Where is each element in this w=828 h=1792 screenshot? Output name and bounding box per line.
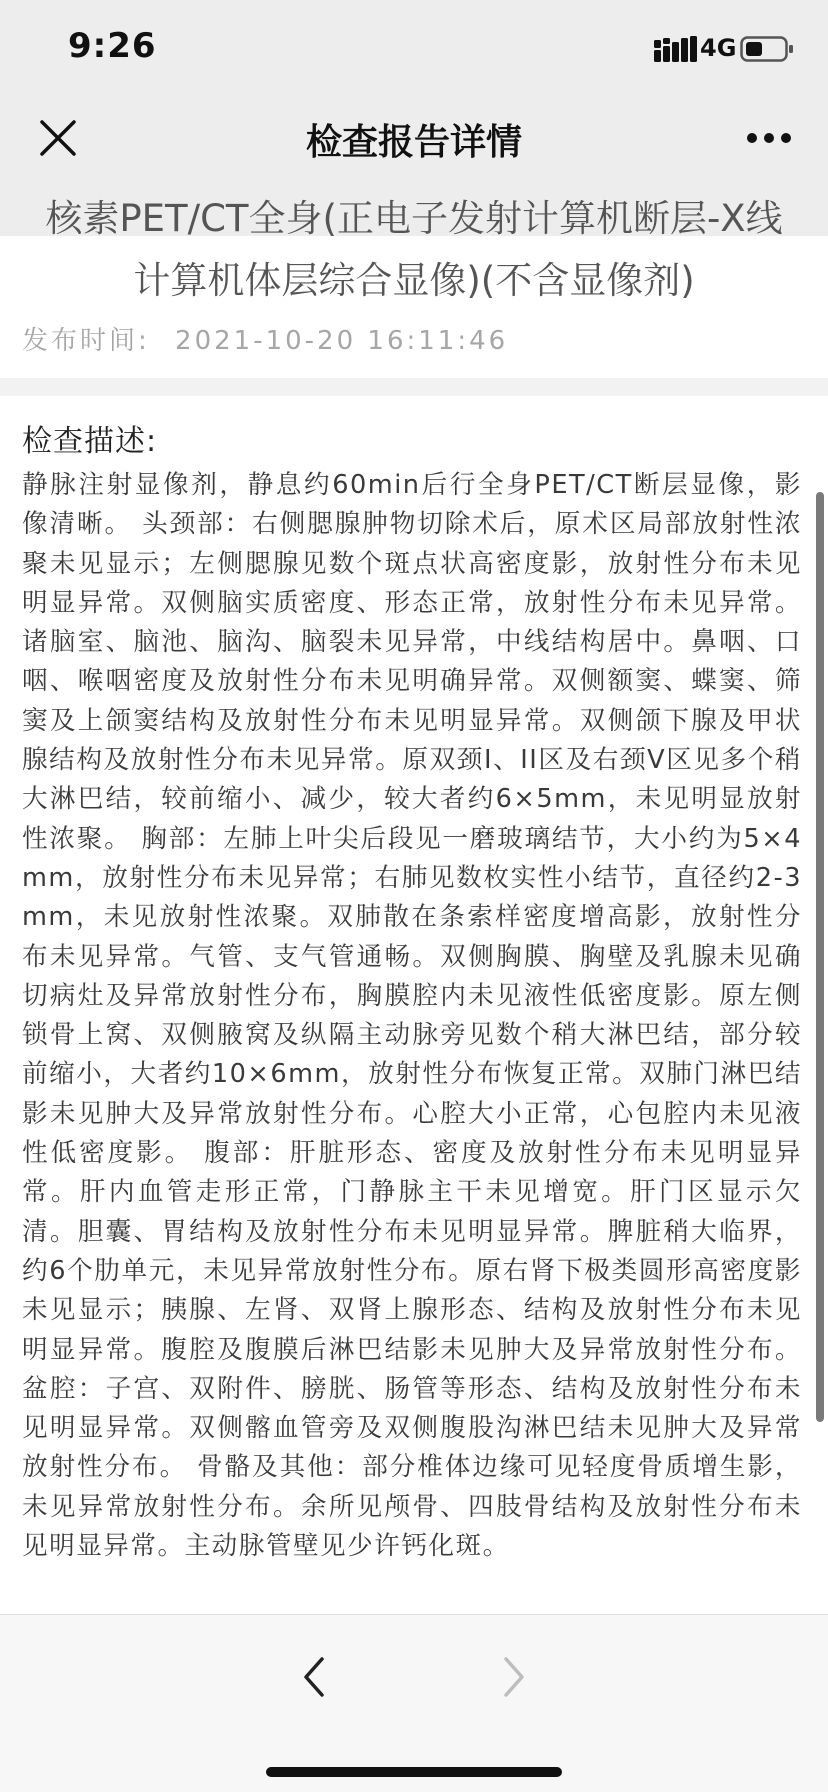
network-label: 4G — [700, 34, 737, 62]
publish-row — [22, 320, 508, 357]
battery-icon — [740, 36, 794, 62]
scrollbar[interactable] — [816, 492, 824, 1422]
report-title-line1: 核素PET/CT全身(正电子发射计算机断层-X线 — [45, 197, 783, 240]
nav-bar — [0, 100, 828, 184]
report-content[interactable] — [0, 184, 828, 1614]
home-indicator — [266, 1767, 562, 1777]
report-title — [0, 188, 828, 312]
page-title: 检查报告详情 — [305, 122, 522, 163]
status-time: 9:26 — [68, 26, 157, 66]
publish-time: 2021-10-20 16:11:46 — [175, 326, 509, 356]
bottom-toolbar — [0, 1614, 828, 1792]
section-divider — [0, 378, 828, 396]
forward-arrow-icon[interactable] — [492, 1645, 538, 1709]
section-heading: 检查描述: — [22, 424, 158, 459]
back-arrow-icon[interactable] — [290, 1645, 336, 1709]
status-bar — [0, 0, 828, 100]
report-title-line2: 计算机体层综合显像)(不含显像剂) — [133, 259, 695, 302]
more-icon[interactable] — [746, 132, 792, 144]
publish-label: 发布时间: — [22, 326, 150, 356]
description-text: 静脉注射显像剂，静息约60min后行全身PET/CT断层显像，影像清晰。 头颈部：右侧腮腺肿物切除术后，原术区局部放射性浓聚未见显示；左侧腮腺见数个斑点状高密度影，放射性分布未见明显异常。双侧脑实质密度、形态正常，放射性分布未见异常。诸脑室、脑池、脑沟、脑裂未见异常，中线结构居中。鼻咽、口咽、喉咽密度及放射性分布未见明确异常。双侧额窦、蝶窦、筛窦及上颌窦结构及放射性分布未见明显异常。双侧颌下腺及甲状腺结构及放射性分布未见异常。原双颈I、II区及右颈V区见多个稍大淋巴结，较前缩小、减少，较大者约6×5mm，未见明显放射性浓聚。 胸部：左肺上叶尖后段见一磨玻璃结节，大小约为5×4mm，放射性分布未见异常；右肺见数枚实性小结节，直径约2-3mm，未见放射性浓聚。双肺散在条索样密度增高影，放射性分布未见异常。气管、支气管通畅。双侧胸膜、胸壁及乳腺未见确切病灶及异常放射性分布，胸膜腔内未见液性低密度影。原左侧锁骨上窝、双侧腋窝及纵隔主动脉旁见数个稍大淋巴结，部分较前缩小，大者约10×6mm，放射性分布恢复正常。双肺门淋巴结影未见肿大及异常放射性分布。心腔大小正常，心包腔内未见液性低密度影。 腹部：肝脏形态、密度及放射性分布未见明显异常。肝内血管走形正常，门静脉主干未见增宽。肝门区显示欠清。胆囊、胃结构及放射性分布未见明显异常。脾脏稍大临界，约6个肋单元，未见异常放射性分布。原右肾下极类圆形高密度影未见显示；胰腺、左肾、双肾上腺形态、结构及放射性分布未见明显异常。腹腔及腹膜后淋巴结影未见肿大及异常放射性分布。 盆腔：子宫、双附件、膀胱、肠管等形态、结构及放射性分布未见明显异常。双侧髂血管旁及双侧腹股沟淋巴结未见肿大及异常放射性分布。 骨骼及其他：部分椎体边缘可见轻度骨质增生影，未见异常放射性分布。余所见颅骨、四肢骨结构及放射性分布未见明显异常。主动脉管壁见少许钙化斑。 — [22, 470, 802, 1562]
signal-icon — [654, 36, 698, 62]
